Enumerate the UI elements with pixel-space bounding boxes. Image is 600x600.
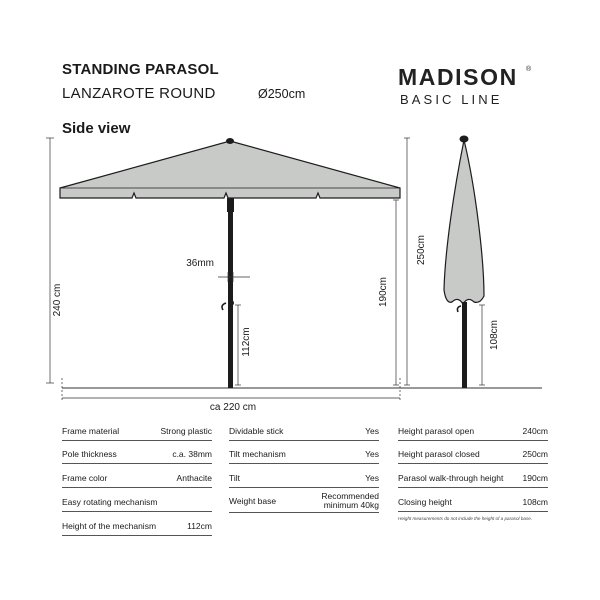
product-model: LANZAROTE ROUND [62, 85, 216, 102]
closed-pole [462, 302, 467, 388]
walk-through-label: 190cm [378, 276, 389, 308]
closed-crank [457, 306, 461, 312]
closed-canopy [444, 140, 484, 304]
product-title: STANDING PARASOL [62, 61, 219, 78]
product-diameter: Ø250cm [258, 87, 306, 101]
canopy-finial [226, 138, 234, 144]
tilt-mechanism [228, 300, 234, 306]
spec-row-frame-color: Frame color Anthacite [62, 468, 212, 488]
footnote: Height measurements do not include the height of a parasol base. [398, 516, 533, 521]
spec-row-dividable: Dividable stick Yes [229, 421, 379, 441]
spec-row-weight-base: Weight base Recommended minimum 40kg [229, 489, 379, 513]
closed-mechanism-label: 108cm [489, 319, 500, 351]
spec-row-closing-height: Closing height 108cm [398, 492, 548, 512]
crank-handle [222, 303, 226, 310]
span-label: ca 220 cm [209, 402, 257, 413]
spec-row-walk-through: Parasol walk-through height 190cm [398, 468, 548, 488]
registered-mark: ® [526, 66, 532, 73]
brand-name: MADISON [398, 64, 518, 90]
pole-joint [227, 198, 234, 212]
spec-row-height-open: Height parasol open 240cm [398, 421, 548, 441]
pole-width-label: 36mm [186, 258, 214, 269]
view-title: Side view [62, 120, 131, 137]
spec-row-mechanism-height: Height of the mechanism 112cm [62, 516, 212, 536]
closed-finial [460, 136, 469, 143]
open-pole [228, 198, 233, 388]
spec-row-tilt: Tilt Yes [229, 468, 379, 488]
mechanism-height-label: 112cm [241, 327, 252, 357]
spec-row-tilt-mechanism: Tilt mechanism Yes [229, 444, 379, 464]
total-height-label: 250cm [416, 234, 427, 266]
spec-row-height-closed: Height parasol closed 250cm [398, 444, 548, 464]
open-canopy [60, 141, 400, 198]
spec-row-frame-material: Frame material Strong plastic [62, 421, 212, 441]
height-open-label: 240 cm [52, 283, 63, 317]
brand-tagline: BASIC LINE [400, 92, 503, 107]
spec-row-pole-thickness: Pole thickness c.a. 38mm [62, 444, 212, 464]
spec-row-rotating: Easy rotating mechanism [62, 492, 212, 512]
